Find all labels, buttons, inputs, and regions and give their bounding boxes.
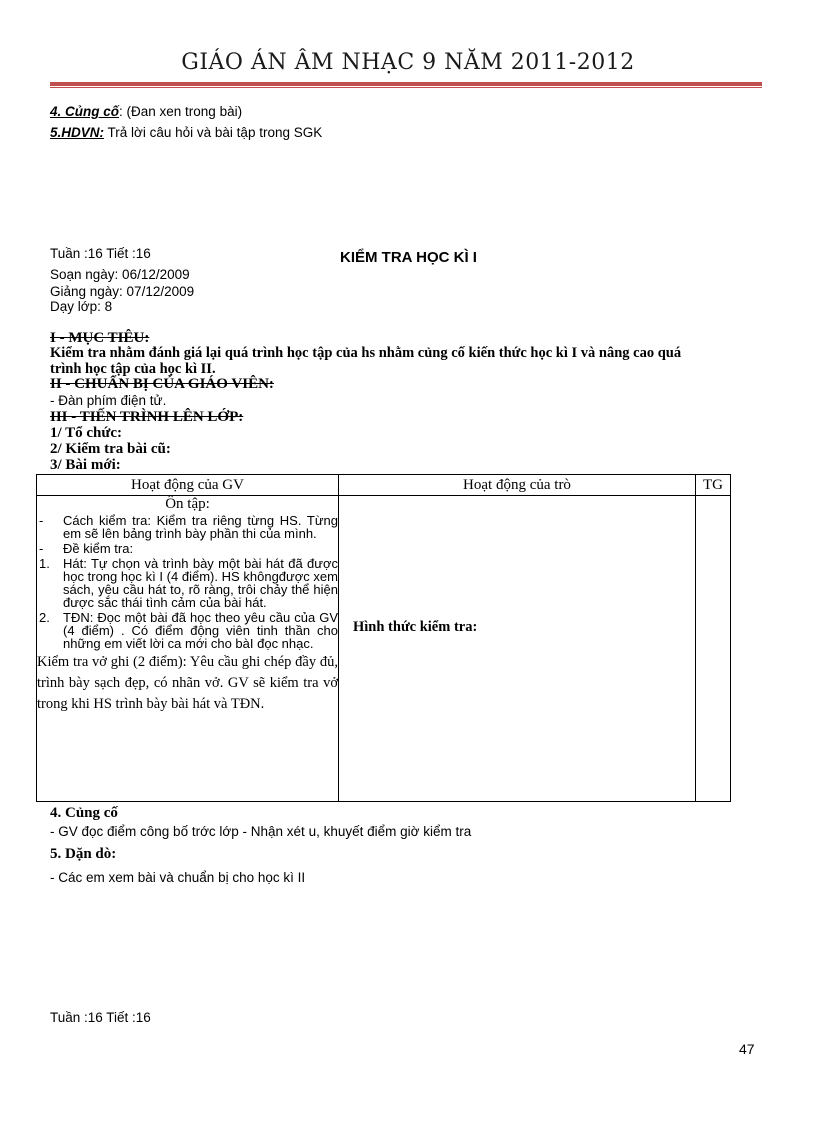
table-row xyxy=(37,496,731,802)
dan-do-text: - Các em xem bài và chuẩn bị cho học kì II xyxy=(50,870,306,885)
gv-item-text: Cách kiểm tra: Kiểm tra riêng từng HS. Từng em sẽ lên bảng trình bày phần thi của mình. xyxy=(63,513,338,541)
lesson-soan-ngay: Soạn ngày: 06/12/2009 xyxy=(50,267,190,282)
table-header-row xyxy=(37,475,731,496)
cung-co-heading: 4. Củng cố xyxy=(50,805,118,821)
next-lesson-tuan: Tuần :16 Tiết :16 xyxy=(50,1010,151,1025)
header-gv: Hoạt động của GV xyxy=(37,475,339,496)
muc-tieu-heading: I - MỤC TIÊU: xyxy=(50,330,150,346)
header-tg: TG xyxy=(696,475,731,496)
kiem-tra-bai-cu: 2/ Kiểm tra bài cũ: xyxy=(50,441,171,457)
gv-item xyxy=(37,514,338,540)
prev-cung-co-line xyxy=(50,104,242,120)
muc-tieu-line-1: Kiểm tra nhằm đánh giá lại quá trình học tập của hs nhằm củng cố kiến thức học kì I và nâng cao quá xyxy=(50,345,682,361)
gv-item xyxy=(37,611,338,650)
chuan-bi-heading: II - CHUẨN BỊ CỦA GIÁO VIÊN: xyxy=(50,376,274,392)
header-tro: Hoạt động của trò xyxy=(339,475,696,496)
tro-cell xyxy=(339,496,696,802)
gv-vo-ghi: Kiểm tra vở ghi (2 điểm): Yêu cầu ghi chép đầy đủ, trình bày sạch đẹp, có nhãn vở. GV sẽ kiểm tra vở trong khi HS trình bày bài hát và TĐN. xyxy=(37,654,338,712)
dan-do-heading: 5. Dặn dò: xyxy=(50,846,117,862)
cung-co-text: - GV đọc điểm công bố trớc lớp - Nhận xét u, khuyết điểm giờ kiểm tra xyxy=(50,824,472,839)
lesson-tuan: Tuần :16 Tiết :16 xyxy=(50,246,151,261)
prev-cung-co-text: : (Đan xen trong bài) xyxy=(119,104,243,119)
gv-item-text: Đề kiểm tra: xyxy=(63,541,134,556)
gv-item-marker: - xyxy=(39,513,44,528)
gv-item-text: Hát: Tự chọn và trình bày một bài hát đã được học trong học kì I (4 điểm). HS khôngđược xem sách, yêu cầu hát to, rõ ràng, trôi chảy thể hiện được sắc thái tình cảm của bài hát. xyxy=(63,556,338,610)
muc-tieu-line-2: trình học tập của học kì II. xyxy=(50,361,216,377)
page-number: 47 xyxy=(739,1041,755,1057)
lesson-day-lop: Dạy lớp: 8 xyxy=(50,299,113,314)
to-chuc: 1/ Tổ chức: xyxy=(50,425,123,441)
tro-hinh-thuc: Hình thức kiểm tra: xyxy=(353,618,478,635)
activities-table xyxy=(36,474,731,802)
on-tap-title: Ôn tập: xyxy=(165,496,210,512)
gv-item-marker: 2. xyxy=(39,610,50,625)
prev-cung-co-label: 4. Củng cố xyxy=(50,104,120,119)
chuan-bi-item: - Đàn phím điện tử. xyxy=(50,393,167,408)
gv-item-marker: 1. xyxy=(39,556,50,571)
prev-hdvn-text: Trả lời câu hỏi và bài tập trong SGK xyxy=(104,125,323,140)
tien-trinh-heading: III - TIẾN TRÌNH LÊN LỚP: xyxy=(50,409,244,425)
prev-hdvn-line xyxy=(50,125,322,141)
prev-hdvn-label: 5.HDVN: xyxy=(50,125,105,140)
gv-item xyxy=(37,557,338,609)
bai-moi: 3/ Bài mới: xyxy=(50,457,121,473)
gv-item-marker: - xyxy=(39,541,44,556)
gv-item xyxy=(37,542,338,555)
tg-cell xyxy=(696,496,731,802)
gv-cell xyxy=(37,496,339,802)
gv-item-text: TĐN: Đọc một bài đã học theo yêu cầu của GV (4 điểm) . Có điểm động viên tinh thần cho những em viết lời ca mới cho bàI đọc nhạc. xyxy=(63,610,338,651)
header-rule xyxy=(50,82,762,86)
lesson-giang-ngay: Giảng ngày: 07/12/2009 xyxy=(50,284,195,299)
page-header-title: GIÁO ÁN ÂM NHẠC 9 NĂM 2011-2012 xyxy=(181,50,635,75)
lesson-title: KIỂM TRA HỌC KÌ I xyxy=(340,249,477,266)
